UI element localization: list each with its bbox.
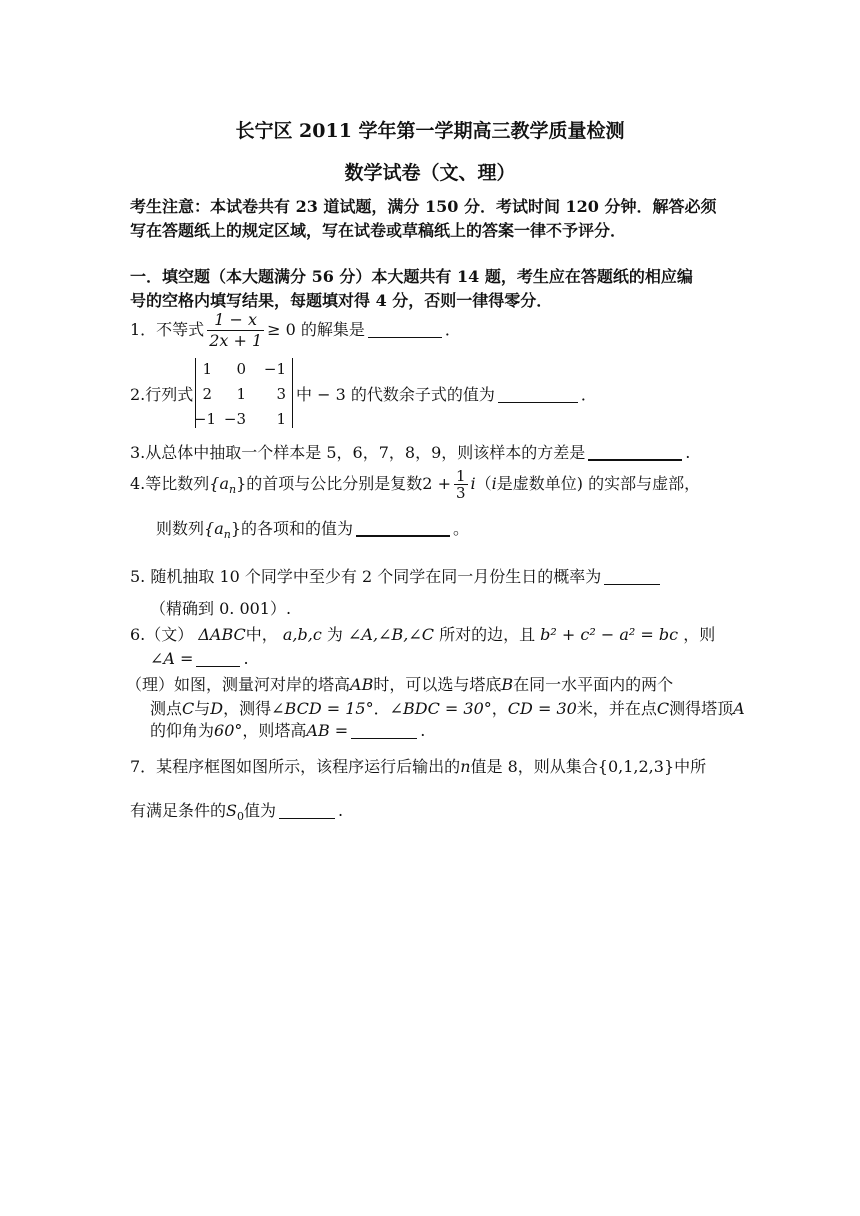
q6-li-line2-d: ． <box>373 699 390 718</box>
det-cell: 1 <box>236 385 246 403</box>
q7-line1-a: 7．某程序框图如图所示，该程序运行后输出的 <box>130 757 461 776</box>
question-5 <box>130 566 663 588</box>
det-cell: 3 <box>276 385 286 403</box>
q6-li-suffix: . <box>420 721 426 740</box>
q4-complex-i: i <box>470 474 476 493</box>
q7-line2-b: 值为 <box>243 801 276 820</box>
q6-li-angle-bdc: ∠BDC = 30° <box>389 699 492 718</box>
q6-li-line2-f: 米，并在点 <box>576 699 657 718</box>
q6-wen-answer-blank[interactable] <box>196 650 240 667</box>
question-4-line-2 <box>156 518 469 540</box>
q6-wen-text-1: 中， <box>245 625 278 644</box>
q6-li-c2: C <box>656 699 670 718</box>
question-1 <box>130 310 461 351</box>
q4-line2-seq: {a <box>204 519 224 538</box>
q4-complex-a: 2 + <box>422 474 451 493</box>
det-cell: 1 <box>276 410 286 428</box>
q6-li-line2-b: 与 <box>194 699 211 718</box>
page-title: 长宁区 2011 学年第一学期高三教学质量检测 <box>235 120 625 142</box>
page-subtitle: 数学试卷（文、理） <box>344 162 516 184</box>
q6-li-line2-g: 测得塔顶 <box>669 699 734 718</box>
question-6-li <box>126 674 673 696</box>
question-6-wen <box>130 624 715 646</box>
det-cell: 2 <box>202 385 212 403</box>
q7-n: n <box>460 757 471 776</box>
q6-li-c: C <box>182 699 195 718</box>
det-cell: −3 <box>223 410 246 428</box>
q4-frac-den: 3 <box>455 484 466 502</box>
q1-numerator: 1 − x <box>207 310 264 331</box>
q7-line1-b: 值是 8，则从集合 <box>470 757 598 776</box>
q6-li-text-b: 时，可以选与塔底 <box>373 675 502 694</box>
q7-answer-blank[interactable] <box>279 802 335 819</box>
q6-li-line2-c: ，测得 <box>223 699 272 718</box>
q4-line2-suffix: 。 <box>453 519 470 538</box>
q1-fraction <box>207 310 264 351</box>
q4-line2-seq-sub: n <box>223 528 231 542</box>
q6-wen-prefix: 6.（文） <box>130 625 194 644</box>
q2-answer-blank[interactable] <box>498 386 578 403</box>
q2-determinant <box>195 358 293 428</box>
q6-li-angle-60: 60° <box>214 721 243 740</box>
q1-relation: ≥ 0 的解集是 <box>267 320 365 339</box>
q5-line-2: （精确到 0. 001）. <box>150 599 292 618</box>
det-cell: 1 <box>202 360 212 378</box>
q4-line2-text: 的各项和的值为 <box>241 519 354 538</box>
q2-prefix: 2.行列式 <box>130 385 194 404</box>
q7-s0: S <box>226 801 237 820</box>
q1-prefix: 1．不等式 <box>130 320 205 339</box>
q6-wen-equation: b² + c² − a² = bc <box>540 625 679 644</box>
q4-answer-blank[interactable] <box>356 519 450 537</box>
det-cell: −1 <box>193 410 216 428</box>
q4-line2-seq-close: } <box>230 519 242 538</box>
q6-li-d: D <box>210 699 224 718</box>
q1-suffix: ． <box>444 320 461 339</box>
q2-text: 中 − 3 的代数余子式的值为 <box>296 385 495 404</box>
q6-li-answer-blank[interactable] <box>351 722 417 739</box>
q3-suffix: . <box>685 443 691 462</box>
det-cell: 0 <box>236 360 246 378</box>
q6-li-line3-a: 的仰角为 <box>150 721 215 740</box>
q6-li-line3-b: ，则塔高 <box>242 721 307 740</box>
q4-prefix: 4.等比数列 <box>130 474 210 493</box>
q6-wen-suffix: . <box>243 649 249 668</box>
question-3 <box>130 442 690 464</box>
q3-text: 3.从总体中抽取一个样本是 5，6，7，8，9，则该样本的方差是 <box>130 443 586 462</box>
question-4 <box>130 464 700 504</box>
q6-li-line2-e: ， <box>491 699 508 718</box>
section-1-line-1: 一．填空题（本大题满分 56 分）本大题共有 14 题，考生应在答题纸的相应编 <box>130 267 693 286</box>
q7-line1-c: 中所 <box>674 757 707 776</box>
q6-li-line2-a: 测点 <box>150 699 183 718</box>
q2-suffix: ． <box>580 385 597 404</box>
q4-seq-close: } <box>236 474 247 493</box>
q6-wen-text-3: 所对的边，且 <box>439 625 536 644</box>
q4-text-1: 的首项与公比分别是复数 <box>246 474 423 493</box>
q6-li-cd: CD = 30 <box>507 699 577 718</box>
q7-line2-suffix: . <box>338 801 344 820</box>
q7-s0-sub: 0 <box>236 810 244 824</box>
q4-seq: {a <box>209 474 229 493</box>
q1-answer-blank[interactable] <box>368 321 442 338</box>
q4-frac-num: 1 <box>455 467 466 485</box>
q6-li-ab: AB <box>350 675 374 694</box>
q4-text-2: 是虚数单位) 的实部与虚部， <box>496 474 701 493</box>
q4-i-var: i <box>491 474 497 493</box>
q6-li-angle-bcd: ∠BCD = 15° <box>271 699 374 718</box>
q7-set: {0,1,2,3} <box>597 757 675 776</box>
q4-seq-sub: n <box>229 483 237 497</box>
q6-li-ab-eq: AB = <box>306 721 349 740</box>
q6-wen-triangle: ΔABC <box>198 625 246 644</box>
q4-line2-prefix: 则数列 <box>156 519 205 538</box>
q6-wen-sides: a,b,c <box>282 625 322 644</box>
q6-li-a: A <box>733 699 745 718</box>
q6-wen-text-4: ，则 <box>683 625 716 644</box>
q6-wen-text-2: 为 <box>326 625 343 644</box>
q1-denominator: 2x + 1 <box>209 331 263 350</box>
q5-answer-blank[interactable] <box>604 568 660 585</box>
notice-line-2: 写在答题纸上的规定区域，写在试卷或草稿纸上的答案一律不予评分． <box>130 221 627 240</box>
q6-li-b: B <box>501 675 514 694</box>
det-cell: −1 <box>263 360 286 378</box>
question-6-li-line-3 <box>150 720 425 742</box>
question-7-line-2 <box>130 800 343 822</box>
question-6-li-line-2 <box>150 698 745 720</box>
q6-wen-angles: ∠A,∠B,∠C <box>348 625 434 644</box>
q4-fraction <box>454 468 468 501</box>
question-6-wen-line-2 <box>150 648 249 670</box>
q6-wen-angle-a: ∠A = <box>150 649 194 668</box>
q6-li-text-c: 在同一水平面内的两个 <box>513 675 674 694</box>
q3-answer-blank[interactable] <box>588 443 682 461</box>
q4-paren: （ <box>475 474 492 493</box>
q5-line-1: 5. 随机抽取 10 个同学中至少有 2 个同学在同一月份生日的概率为 <box>130 567 602 586</box>
q7-line2-a: 有满足条件的 <box>130 801 227 820</box>
question-2 <box>296 384 597 406</box>
q6-li-text-a: （理）如图，测量河对岸的塔高 <box>126 675 351 694</box>
question-7 <box>130 756 706 778</box>
section-1-line-2: 号的空格内填写结果，每题填对得 4 分，否则一律得零分． <box>130 291 553 310</box>
notice-line-1: 考生注意：本试卷共有 23 道试题，满分 150 分．考试时间 120 分钟．解答必须 <box>130 197 717 216</box>
